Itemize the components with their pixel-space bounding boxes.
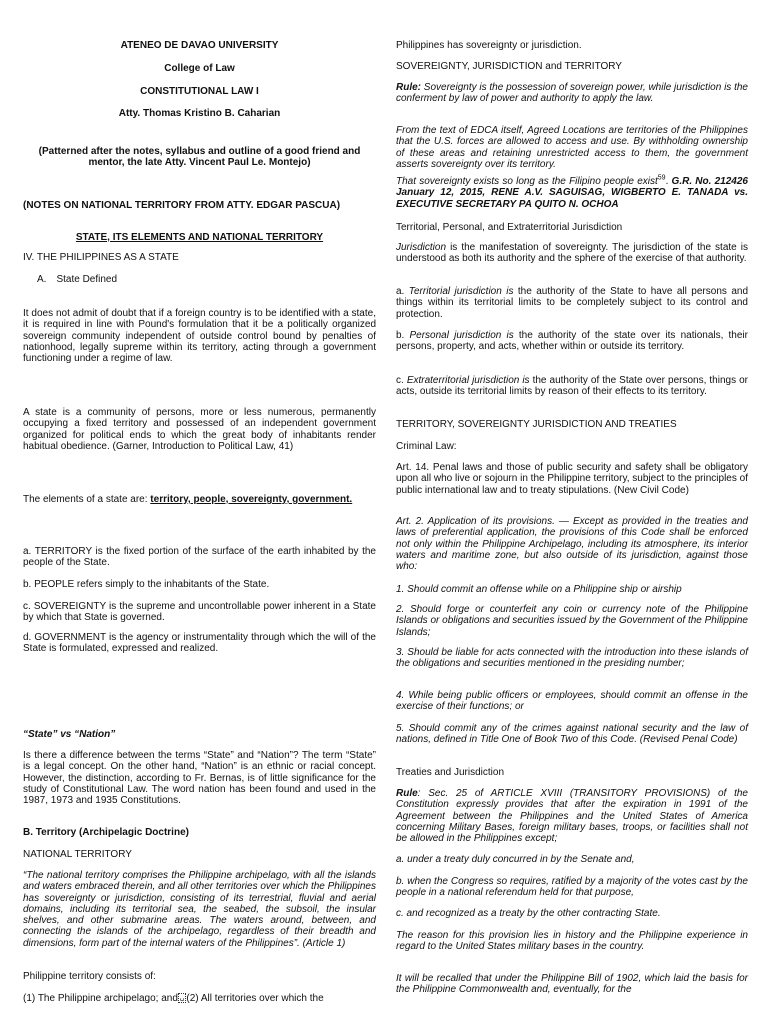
recall-paragraph: It will be recalled that under the Philippine Bill of 1902, which laid the basis for the Philippine Commonwealth and, eventually, for the: [396, 973, 748, 996]
elements-paragraph: [23, 494, 376, 505]
university-name: ATENEO DE DAVAO UNIVERSITY: [120, 40, 279, 51]
consists-item-2: (2) All territories over which the: [186, 993, 324, 1004]
jurisdiction-definition: [396, 242, 748, 265]
extraterritorial-term: Extraterritorial jurisdiction is: [406, 375, 530, 386]
footnote-ref: 59: [657, 174, 666, 182]
condition-b: b. when the Congress so requires, ratified by a majority of the votes cast by the people in a national referendum held for that purpose,: [396, 876, 748, 899]
article-2-item-4: 4. While being public officers or employees, should commit an offense in the exercise of their functions; or: [396, 690, 748, 713]
notes-source: (NOTES ON NATIONAL TERRITORY FROM ATTY. EDGAR PASCUA): [23, 200, 341, 211]
elements-lead: The elements of a state are:: [23, 494, 151, 505]
extraterritorial-text: the authority of the State over persons, things or acts, outside its territorial limits by reason of their effects to its territory.: [396, 375, 748, 398]
reason-paragraph: The reason for this provision lies in history and the Philippine experience in regard to the United States military bases in the country.: [396, 930, 748, 953]
personal-term: Personal jurisdiction is: [409, 330, 514, 341]
case-citation: G.R. No. 212426 January 12, 2015, RENE A.V. SAGUISAG, WIGBERTO E. TANADA vs. EXECUTIVE SECRETARY PA QUITO N. OCHOA: [396, 176, 748, 210]
part-heading: IV. THE PHILIPPINES AS A STATE: [23, 252, 179, 263]
condition-a: a. under a treaty duly concurred in by the Senate and,: [396, 854, 635, 865]
article-2-item-2: 2. Should forge or counterfeit any coin or currency note of the Philippine Islands or obligations and securities issued by the Government of the Philippine Islands;: [396, 604, 748, 638]
article-2-item-3: 3. Should be liable for acts connected with the introduction into these islands of the obligations and securities mentioned in the presiding number;: [396, 647, 748, 670]
article1-quote: “The national territory comprises the Philippine archipelago, with all the islands and waters embraced therein, and all other territories over which the Philippines has sovereignty or jurisdiction, consisting of its terrestrial, fluvial and aerial domains, including its territorial sea, the seabed, the subsoil, the insular shelves, and other submarine areas. The waters around, between, and connecting the islands of the archipelago, regardless of their breadth and dimensions, form part of the internal waters of the Philippines”. (Article 1): [23, 870, 376, 949]
article-2-item-1: 1. Should commit an offense while on a Philippine ship or airship: [396, 584, 682, 595]
rule-text: Sovereignty is the possession of sovereign power, while jurisdiction is the conferment by law of power and authority to apply the law.: [396, 82, 748, 105]
elements-list: territory, people, sovereignty, government.: [150, 494, 353, 505]
jurisdiction-term: Jurisdiction: [396, 242, 447, 253]
territorial-jurisdiction: a. Territorial jurisdiction is the authority of the State to have all persons and things within its territorial limits to be completely subject to its control and protection.: [396, 286, 749, 320]
section-title: STATE, ITS ELEMENTS AND NATIONAL TERRITORY: [75, 232, 324, 243]
continued-text: Philippines has sovereignty or jurisdiction.: [396, 40, 582, 51]
article-2-item-5: 5. Should commit any of the crimes against national security and the law of nations, defined in Title One of Book Two of this Code. (Revised Penal Code): [396, 723, 748, 746]
treaties-section-heading: TERRITORY, SOVEREIGNTY JURISDICTION AND TREATIES: [396, 419, 677, 430]
college-name: College of Law: [164, 63, 235, 74]
article-14: Art. 14. Penal laws and those of public security and safety shall be obligatory upon all who live or sojourn in the Philippine territory, subject to the principles of public international law and to treaty stipulations. (New Civil Code): [396, 462, 748, 496]
territorial-text: the authority of the State to have all persons and things within its territorial limits to be completely subject to its control and protection.: [396, 286, 749, 320]
state-nation-text: Is there a difference between the terms “State” and “Nation”? The term “State” is a legal concept. On the other hand, “Nation” is an ethnic or racial concept. However, the distinction, according to Fr. Bernas, is of little significance for the study of Constitutional Law. The word nation has been found and used in the 1987, 1973 and 1935 Constitutions.: [23, 750, 376, 807]
course-title: CONSTITUTIONAL LAW I: [140, 86, 259, 97]
placeholder-glyph: ␣: [179, 994, 185, 1002]
state-nation-heading: “State” vs “Nation”: [23, 729, 116, 740]
patterned-note: (Patterned after the notes, syllabus and outline of a good friend and mentor, the late Atty. Vincent Paul Le. Montejo): [38, 146, 361, 169]
rule-sovereignty: [396, 82, 748, 105]
article-2: Art. 2. Application of its provisions. — Except as provided in the treaties and laws of preferential application, the provisions of this Code shall be enforced not only within the Philippine Archipelago, including its atmosphere, its interior waters and maritime zone, but also outside of its jurisdiction, against those who:: [396, 516, 748, 573]
sovereignty-case-paragraph: That sovereignty exists so long as the Filipino people exist$^{59}$. G.R. No. 212426 January 12, 2015, RENE A.V. SAGUISAG, WIGBERTO E. TANADA vs. EXECUTIVE SECRETARY PA QUITO N. OCHOA: [396, 174, 748, 210]
definition-government: d. GOVERNMENT is the agency or instrumentality through which the will of the State is formulated, expressed and realized.: [23, 632, 376, 655]
instructor-name: Atty. Thomas Kristino B. Caharian: [118, 108, 281, 119]
definition-territory: a. TERRITORY is the fixed portion of the surface of the earth inhabited by the people of the State.: [23, 546, 376, 569]
criminal-law-label: Criminal Law:: [396, 441, 457, 452]
rule-sec-25: [396, 788, 748, 844]
definition-people: b. PEOPLE refers simply to the inhabitants of the State.: [23, 579, 270, 590]
consists-item-1: (1) The Philippine archipelago; and: [23, 993, 178, 1004]
condition-c: c. and recognized as a treaty by the other contracting State.: [396, 908, 661, 919]
rule-label: Rule:: [396, 82, 421, 93]
definition-sovereignty: c. SOVEREIGNTY is the supreme and uncontrollable power inherent in a State by which that State is governed.: [23, 601, 376, 624]
edca-paragraph: From the text of EDCA itself, Agreed Locations are territories of the Philippines that the U.S. forces are allowed to access and use. By withholding ownership of these areas and retaining unrestricted access to them, the government asserts sovereignty over its territory.: [396, 125, 748, 170]
territory-heading: B. Territory (Archipelagic Doctrine): [23, 827, 189, 838]
rule2-label: Rule: [396, 788, 418, 799]
jurisdiction-text: is the manifestation of sovereignty. The jurisdiction of the state is understood as both its authority and the sphere of the exercise of that authority.: [396, 242, 748, 265]
paragraph-garner: A state is a community of persons, more or less numerous, permanently occupying a fixed territory and possessed of an independent government organized for political ends to which the great body of inhabitants render habitual obedience. (Garner, Introduction to Political Law, 41): [23, 407, 376, 452]
sovereignty-exists: That sovereignty exists so long as the Filipino people exist: [396, 176, 658, 187]
consists-of: Philippine territory consists of:: [23, 971, 156, 982]
rule2-text: : Sec. 25 of ARTICLE XVIII (TRANSITORY PROVISIONS) of the Constitution expressly provides that after the expiration in 1991 of the Agreement between the Philippines and the United States of America concerning Military Bases, foreign military bases, troops, or facilities shall not be allowed in the Philippines except;: [396, 788, 748, 845]
subheading-state-defined: A. State Defined: [37, 274, 118, 285]
territorial-term: Territorial jurisdiction is: [408, 286, 514, 297]
jurisdiction-types-heading: Territorial, Personal, and Extraterritorial Jurisdiction: [396, 222, 623, 233]
paragraph-pound: It does not admit of doubt that if a foreign country is to be identified with a state, it is required in line with Pound's formulation that it be a politically organized sovereign community independent of outside control bound by penalties of nationhood, legally supreme within its territory, acting through a government functioning under a regime of law.: [23, 308, 376, 365]
consists-items: [23, 993, 376, 1004]
treaties-jurisdiction-heading: Treaties and Jurisdiction: [396, 767, 505, 778]
personal-jurisdiction: b. Personal jurisdiction is the authority of the state over its nationals, their persons, property, and acts, whether within or outside its territory.: [396, 330, 748, 353]
extraterritorial-jurisdiction: c. Extraterritorial jurisdiction is the authority of the State over persons, things or acts, outside its territorial limits by reason of their effects to its territory.: [396, 375, 748, 398]
personal-text: the authority of the state over its nationals, their persons, property, and acts, whether within or outside its territory.: [396, 330, 748, 353]
national-territory-heading: NATIONAL TERRITORY: [23, 849, 132, 860]
sovereignty-heading: SOVEREIGNTY, JURISDICTION and TERRITORY: [396, 61, 622, 72]
